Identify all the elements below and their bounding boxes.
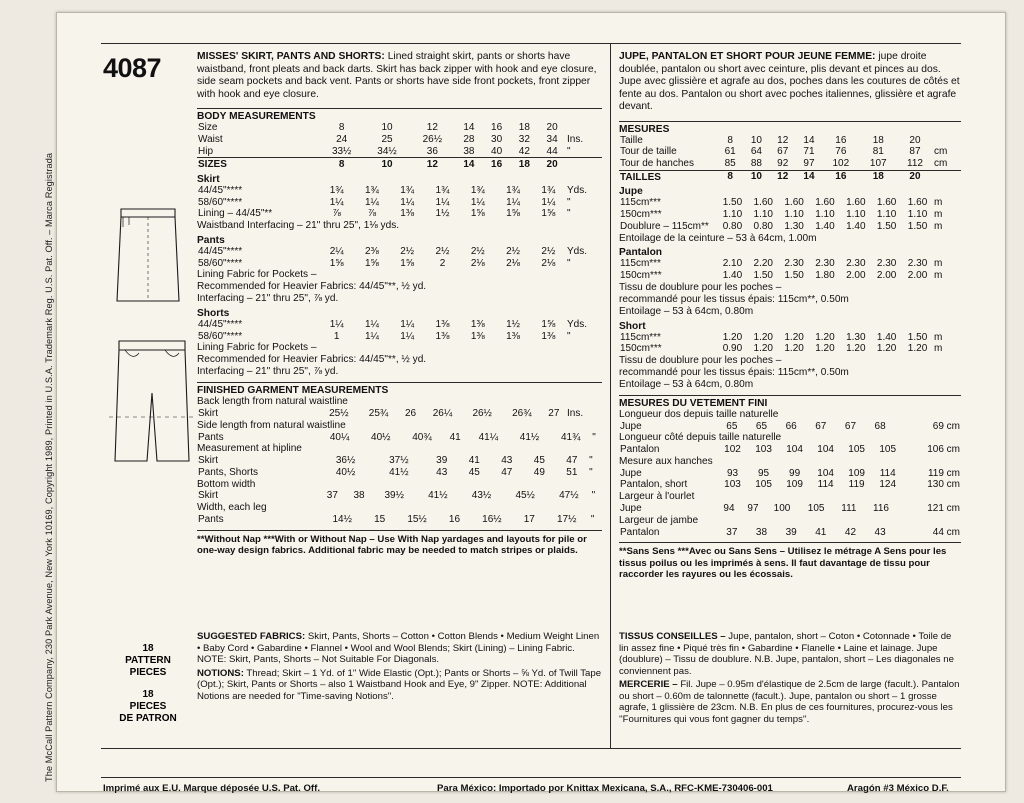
table-row: Size 8 10 12 14 16 18 20	[198, 122, 558, 134]
pants-heading: Pants	[197, 234, 225, 246]
finished-group-label: Side length from natural waistline	[197, 419, 346, 431]
english-column	[197, 51, 602, 557]
row-label: Pants	[198, 431, 224, 443]
pattern-number: 4087	[103, 53, 162, 83]
pantalon-heading: Pantalon	[619, 247, 663, 259]
french-finished-pantalon-length	[619, 444, 961, 456]
row-label: 115cm***	[620, 197, 661, 209]
footer-rule	[101, 777, 961, 778]
mesures-heading: MESURES	[619, 121, 961, 135]
mercerie-heading: MERCERIE –	[619, 679, 678, 690]
pattern-pieces-fr	[103, 689, 193, 725]
finished-measurements-heading: FINISHED GARMENT MEASUREMENTS	[197, 382, 602, 396]
table-row: Waist 24 25 26½ 28 30 32 34 Ins.	[198, 133, 584, 145]
notions-heading: NOTIONS:	[197, 667, 244, 679]
pantalon-tissu-line1: Tissu de doublure pour les poches –	[619, 281, 782, 293]
pieces-label2-en: PIECES	[129, 667, 167, 678]
footer-left: Imprimé aux E.U. Marque déposée U.S. Pat. Off.	[103, 783, 320, 794]
table-row: Skirt 37 38 39½ 41½ 43½ 45½ 47½ "	[198, 490, 596, 502]
table-row: 58/60"**** 1⅝ 1⅝ 1⅝ 2 2⅛ 2⅛ 2⅛ "	[198, 257, 571, 269]
row-label: Waist	[198, 133, 223, 145]
shorts-pocket-lining: Lining Fabric for Pockets –	[197, 342, 317, 354]
english-finished-skirt-length	[197, 408, 602, 420]
pants-heavier-fabric-note: Recommended for Heavier Fabrics: 44/45"**, ½ yd.	[197, 281, 427, 293]
french-finished-heading: MESURES DU VETEMENT FINI	[619, 395, 961, 409]
table-row: 44/45"**** 2¼ 2⅜ 2½ 2½ 2½ 2½ 2½ Yds.	[198, 245, 588, 257]
french-finished-hanches	[619, 468, 961, 491]
suggested-fabrics	[197, 631, 602, 666]
skirt-heading: Skirt	[197, 173, 220, 185]
pantalon-entoilage: Entoilage – 53 à 64cm, 0.80m	[619, 305, 754, 317]
english-title-block	[197, 51, 602, 101]
tissus-text: Jupe, pantalon, short – Coton • Cotonnade • Toile de lin assez fine • Piqué très fin • Gabardine • Flanelle • Laine et lainage. Jupe (doublure) – Tissu de doublure. N.B. Jupe, pantalon, short – Les diagonales ne conviennent pas.	[619, 631, 954, 677]
row-label: Tour de taille	[620, 146, 677, 158]
finished-group-label: Back length from natural waistline	[197, 396, 348, 408]
finished-group-label: Measurement at hipline	[197, 443, 302, 455]
sens-note: **Sans Sens ***Avec ou Sans Sens – Utilisez le métrage A Sens pour les tissus poilus ou les imprimés à sens. Il faut davantage de tissu pour raccorder les rayures ou les écossais.	[619, 542, 961, 581]
english-finished-bottom-width	[197, 490, 602, 502]
french-finished-jambe	[619, 527, 961, 539]
table-row: Pantalon, short 103 105 109 114 119 124 130 cm	[620, 479, 960, 491]
jupe-entoilage-note: Entoilage de la ceinture – 53 à 64cm, 1.00m	[619, 232, 817, 244]
short-entoilage: Entoilage – 53 à 64cm, 0.80m	[619, 378, 754, 390]
pattern-pieces-en	[103, 643, 193, 679]
english-finished-leg-width	[197, 514, 602, 526]
table-row: Doublure – 115cm** 0.80 0.80 1.30 1.40 1.40 1.50 1.50 m	[620, 220, 943, 232]
table-row: Tour de taille 61 64 67 71 76 81 87 cm	[620, 146, 948, 158]
row-label: Skirt	[198, 408, 218, 419]
table-row: Tour de hanches 85 88 92 97 102 107 112 cm	[620, 158, 948, 170]
row-label: 58/60"****	[198, 330, 243, 342]
pieces-count-fr: 18	[142, 689, 154, 700]
row-label: 150cm***	[620, 343, 662, 355]
french-body-measurements-table	[619, 135, 961, 184]
row-label: 58/60"****	[198, 257, 243, 269]
shorts-heavier-fabric-note: Recommended for Heavier Fabrics: 44/45"**, ½ yd.	[197, 354, 427, 366]
row-label: 58/60"****	[198, 196, 243, 208]
table-row: 115cm*** 2.10 2.20 2.30 2.30 2.30 2.30 2.30 m	[620, 258, 943, 270]
tissus-conseilles	[619, 631, 961, 677]
table-row: Pantalon 37 38 39 41 42 43 44 cm	[620, 526, 960, 538]
row-label: Skirt	[198, 455, 218, 467]
french-description: jupe droite doublée, pantalon ou short avec ceinture, plis devant et pinces au dos. Jupe avec glissière et agrafe au dos, poches dans les coutures de côtés et fente au dos. Pantalon ou short avec poches italiennes, glissière et agrafe devant.	[619, 51, 960, 113]
french-finished-ourlet	[619, 503, 961, 515]
english-body-measurements-table	[197, 122, 602, 171]
row-label: 150cm***	[620, 270, 662, 282]
instruction-sheet	[56, 12, 1006, 792]
short-heading: Short	[619, 320, 646, 332]
table-row: Pants 40¼ 40½ 40¾ 41 41¼ 41½ 41¾ "	[198, 431, 596, 443]
finished-group-label: Longueur côté depuis taille naturelle	[619, 432, 782, 444]
mercerie-text: Fil. Jupe – 0.95m d'élastique de 2.5cm de large (facult.). Pantalon ou short – 0.60m de talonnette (facult.). Jupe, pantalon ou short – 1 grosse agrafe, 1 glissière de 23cm. N.B. En plus de ces fournitures, procurez-vous les ''Fournitures qui vous font gagner du temps''.	[619, 679, 960, 725]
finished-group-label: Width, each leg	[197, 502, 267, 514]
row-label: Pantalon	[620, 444, 660, 456]
row-label: 44/45"****	[198, 245, 243, 257]
table-row: 44/45"**** 1¾ 1¾ 1¾ 1¾ 1¾ 1¾ 1¾ Yds.	[198, 184, 588, 196]
suggested-fabrics-heading: SUGGESTED FABRICS:	[197, 631, 306, 642]
pieces-label2-fr: DE PATRON	[119, 713, 177, 724]
finished-group-label: Bottom width	[197, 478, 256, 490]
mercerie	[619, 679, 961, 725]
row-label: Pants, Shorts	[198, 466, 259, 478]
table-row: 44/45"**** 1¼ 1¼ 1¼ 1⅜ 1⅜ 1½ 1⅝ Yds.	[198, 319, 588, 330]
english-fabrics-block	[197, 631, 602, 702]
pants-pocket-lining: Lining Fabric for Pockets –	[197, 269, 317, 281]
row-label: Size	[198, 122, 218, 134]
row-label: 150cm***	[620, 209, 662, 221]
english-shorts-yardage-table	[197, 319, 602, 342]
english-title: MISSES' SKIRT, PANTS AND SHORTS:	[197, 51, 385, 62]
table-row: Taille 8 10 12 14 16 18 20	[620, 134, 921, 146]
tissus-heading: TISSUS CONSEILLES –	[619, 631, 726, 642]
french-jupe-yardage-table	[619, 197, 961, 232]
table-row: TAILLES 8 10 12 14 16 18 20	[619, 170, 961, 183]
table-row: Hip 33½ 34½ 36 38 40 42 44 "	[198, 145, 571, 157]
english-finished-pants-length	[197, 432, 602, 444]
row-label: Skirt	[198, 490, 218, 502]
shorts-heading: Shorts	[197, 308, 230, 319]
table-row: 58/60"**** 1 1¼ 1¼ 1⅜ 1⅜ 1⅜ 1⅜ "	[198, 330, 571, 342]
copyright-text: The McCall Pattern Company, 230 Park Avenue, New York 10169, Copyright 1989, Printed in U.S.A. Trademark Reg. U.S. Pat. Off. – Marca Registrada	[44, 152, 54, 782]
short-tissu-line1: Tissu de doublure pour les poches –	[619, 354, 782, 366]
row-label: Hip	[198, 145, 214, 157]
pieces-count-en: 18	[142, 643, 154, 654]
row-label: Jupe	[620, 503, 642, 515]
english-pants-yardage-table	[197, 246, 602, 269]
french-title-block	[619, 51, 961, 114]
column-divider	[610, 43, 611, 748]
suggested-fabrics-text: Skirt, Pants, Shorts – Cotton • Cotton Blends • Medium Weight Linen • Baby Cord • Gabardine • Flannel • Wool and Wool Blends; Skirt (Lining) – Lining Fabric. NOTE: Skirt, Pants, Shorts – Not Suitable For Diagonals.	[197, 631, 600, 665]
footer-right: Aragón #3 México D.F.	[847, 783, 949, 794]
finished-group-label: Largeur de jambe	[619, 514, 699, 526]
pieces-label1-fr: PIECES	[129, 701, 167, 712]
finished-group-label: Largeur à l'ourlet	[619, 491, 695, 503]
nap-note: **Without Nap ***With or Without Nap – Use With Nap yardages and layouts for pile or one-way design fabrics. Additional fabric may be needed to match stripes or plaids.	[197, 530, 602, 557]
table-row: Jupe 94 97 100 105 111 116 121 cm	[620, 503, 960, 515]
row-label: Pants	[198, 514, 224, 526]
short-tissu-line2: recommandé pour les tissus épais: 115cm**, 0.50m	[619, 366, 849, 378]
table-row: Lining – 44/45"** ⅞ ⅞ 1⅜ 1½ 1⅝ 1⅝ 1⅝ "	[198, 208, 571, 220]
pieces-label1-en: PATTERN	[125, 655, 171, 666]
row-label: Tour de hanches	[620, 158, 694, 170]
table-row: 150cm*** 1.10 1.10 1.10 1.10 1.10 1.10 1.10 m	[620, 209, 943, 221]
row-label: Doublure – 115cm**	[620, 220, 709, 232]
pants-line-drawing	[103, 333, 203, 473]
table-row: Pants 14½ 15 15½ 16 16½ 17 17½ "	[198, 514, 595, 526]
row-label: Jupe	[620, 420, 642, 432]
table-row: Jupe 65 65 66 67 67 68 69 cm	[620, 420, 960, 432]
row-label: Lining – 44/45"**	[198, 208, 273, 220]
finished-group-label: Longueur dos depuis taille naturelle	[619, 408, 779, 420]
pants-interfacing-note: Interfacing – 21" thru 25", ⅞ yd.	[197, 293, 339, 305]
table-row: Skirt 25½ 25¾ 26 26¼ 26½ 26¾ 27 Ins.	[198, 408, 584, 419]
table-row: Skirt 36½ 37½ 39 41 43 45 47 "	[198, 455, 593, 467]
french-pantalon-yardage-table	[619, 258, 961, 281]
french-short-yardage-table	[619, 332, 961, 355]
table-row: 115cm*** 1.50 1.60 1.60 1.60 1.60 1.60 1.60 m	[620, 197, 943, 209]
bottom-rule	[101, 748, 961, 749]
table-row: SIZES 8 10 12 14 16 18 20	[197, 158, 602, 171]
row-label: Taille	[620, 134, 643, 146]
french-finished-jupe-length	[619, 421, 961, 433]
copyright-sidebar	[22, 10, 52, 790]
row-label: 115cm***	[620, 258, 661, 270]
row-label: Pantalon	[620, 526, 660, 538]
row-label: 115cm***	[620, 331, 661, 343]
table-row: 150cm*** 1.40 1.50 1.50 1.80 2.00 2.00 2.00 m	[620, 270, 943, 282]
skirt-interfacing-note: Waistband Interfacing – 21" thru 25", 1⅛ yds.	[197, 220, 400, 231]
table-row: Pantalon 102 103 104 104 105 105 106 cm	[620, 444, 960, 456]
english-description: Lined straight skirt, pants or shorts have waistband, front pleats and back darts. Skirt has back zipper with hook and eye closure, side seam pockets and back vent. Pants or shorts have side front pockets, front zipper with hook and eye closure.	[197, 51, 597, 100]
row-label: SIZES	[197, 158, 319, 171]
row-label: Pantalon, short	[620, 479, 688, 491]
notions	[197, 668, 602, 703]
english-skirt-yardage-table	[197, 185, 602, 220]
shorts-interfacing-note: Interfacing – 21" thru 25", ⅞ yd.	[197, 366, 339, 378]
row-label: 44/45"****	[198, 319, 243, 330]
row-label: TAILLES	[619, 170, 717, 183]
french-column	[619, 51, 961, 581]
top-rule	[101, 43, 961, 44]
table-row: 115cm*** 1.20 1.20 1.20 1.20 1.30 1.40 1.50 m	[620, 331, 943, 343]
row-label: 44/45"****	[198, 184, 243, 196]
pantalon-tissu-line2: recommandé pour les tissus épais: 115cm**, 0.50m	[619, 293, 849, 305]
finished-group-label: Mesure aux hanches	[619, 455, 713, 467]
skirt-line-drawing	[103, 201, 193, 311]
english-finished-hipline	[197, 455, 602, 478]
table-row: 58/60"**** 1¼ 1¼ 1¼ 1¼ 1¼ 1¼ 1¼ "	[198, 196, 571, 208]
table-row: 150cm*** 0.90 1.20 1.20 1.20 1.20 1.20 1.20 m	[620, 343, 943, 355]
jupe-heading: Jupe	[619, 186, 643, 198]
body-measurements-heading: BODY MEASUREMENTS	[197, 108, 602, 122]
footer-center: Para México: Importado por Knittax Mexicana, S.A., RFC-KME-730406-001	[437, 783, 773, 794]
table-row: Pants, Shorts 40½ 41½ 43 45 47 49 51 "	[198, 466, 593, 478]
notions-text: Thread; Skirt – 1 Yd. of 1" Wide Elastic (Opt.); Pants or Shorts – ⅝ Yd. of Twill Tape (Opt.); Skirt, Pants or Shorts – also 1 Waistband Hook and Eye, 9" Zipper. NOTE: Additional Notions are needed for "Time-saving Notions".	[197, 667, 602, 702]
row-label: Jupe	[620, 467, 642, 479]
french-fabrics-block	[619, 631, 961, 725]
table-row: Jupe 93 95 99 104 109 114 119 cm	[620, 467, 960, 479]
french-title: JUPE, PANTALON ET SHORT POUR JEUNE FEMME:	[619, 51, 876, 62]
